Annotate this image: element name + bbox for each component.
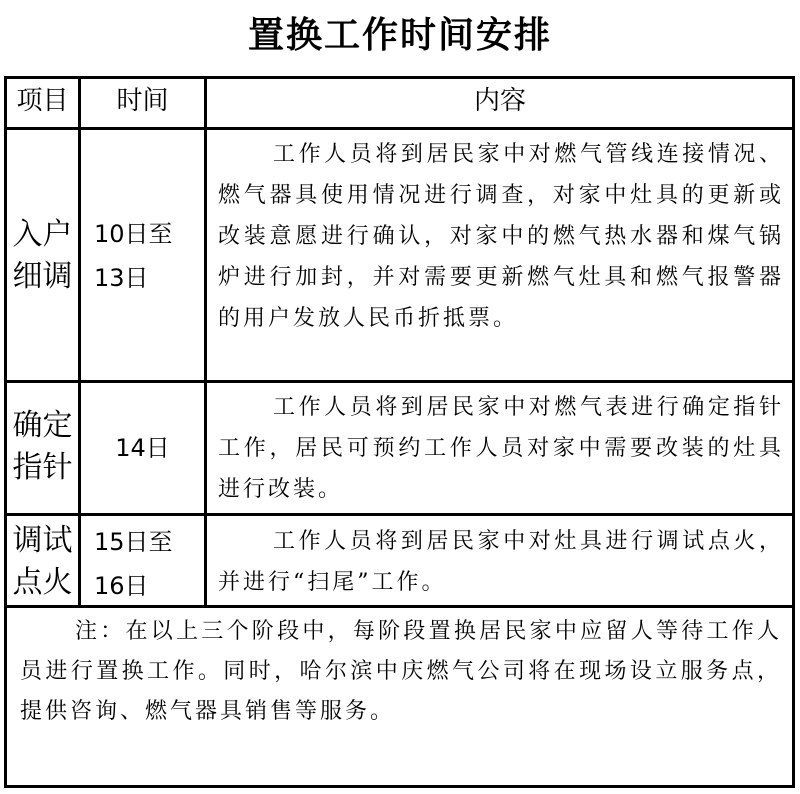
row2-item — [7, 405, 78, 489]
row3-item — [7, 520, 78, 604]
row3-time-line2: 16日 — [94, 572, 149, 600]
header-time: 时间 — [116, 86, 169, 116]
header-divider — [4, 127, 795, 130]
row1-item-line1: 入户 — [12, 217, 73, 252]
row3-item-line2: 点火 — [12, 565, 73, 600]
row1-time — [94, 212, 204, 300]
footnote: 注：在以上三个阶段中，每阶段置换居民家中应留人等待工作人员进行置换工作。同时，哈尔滨中庆燃气公司将在现场设立服务点，提供咨询、燃气器具销售等服务。 — [20, 619, 782, 724]
row3-item-line1: 调试 — [12, 523, 73, 558]
row3-content: 工作人员将到居民家中对灶具进行调试点火，并进行“扫尾”工作。 — [218, 529, 784, 595]
row1-item-line2: 细调 — [12, 259, 73, 294]
row3-time-line1: 15日至 — [94, 528, 173, 556]
row1-item — [7, 214, 78, 298]
row1-time-line1: 10日至 — [94, 220, 173, 248]
row2-time — [81, 426, 204, 470]
row2-content: 工作人员将到居民家中对燃气表进行确定指针工作，居民可预约工作人员对家中需要改装的灶具进行改装。 — [218, 395, 784, 502]
page-title: 置换工作时间安排 — [247, 15, 552, 56]
row-divider-1 — [4, 380, 795, 383]
column-divider-2 — [204, 76, 207, 607]
row3-time — [94, 520, 204, 608]
header-content: 内容 — [473, 86, 526, 116]
row1-time-line2: 13日 — [94, 264, 149, 292]
row2-item-line2: 指针 — [12, 450, 73, 485]
row2-item-line1: 确定 — [12, 408, 73, 443]
header-item: 项目 — [16, 86, 69, 116]
row1-content: 工作人员将到居民家中对燃气管线连接情况、燃气器具使用情况进行调查，对家中灶具的更新或改装意愿进行确认，对家中的燃气热水器和煤气锅炉进行加封，并对需要更新燃气灶具和燃气报警器的用户发放人民币折抵票。 — [218, 142, 784, 331]
row-divider-2 — [4, 513, 795, 516]
column-divider-1 — [78, 76, 81, 607]
row2-time-line1: 14日 — [115, 434, 170, 462]
